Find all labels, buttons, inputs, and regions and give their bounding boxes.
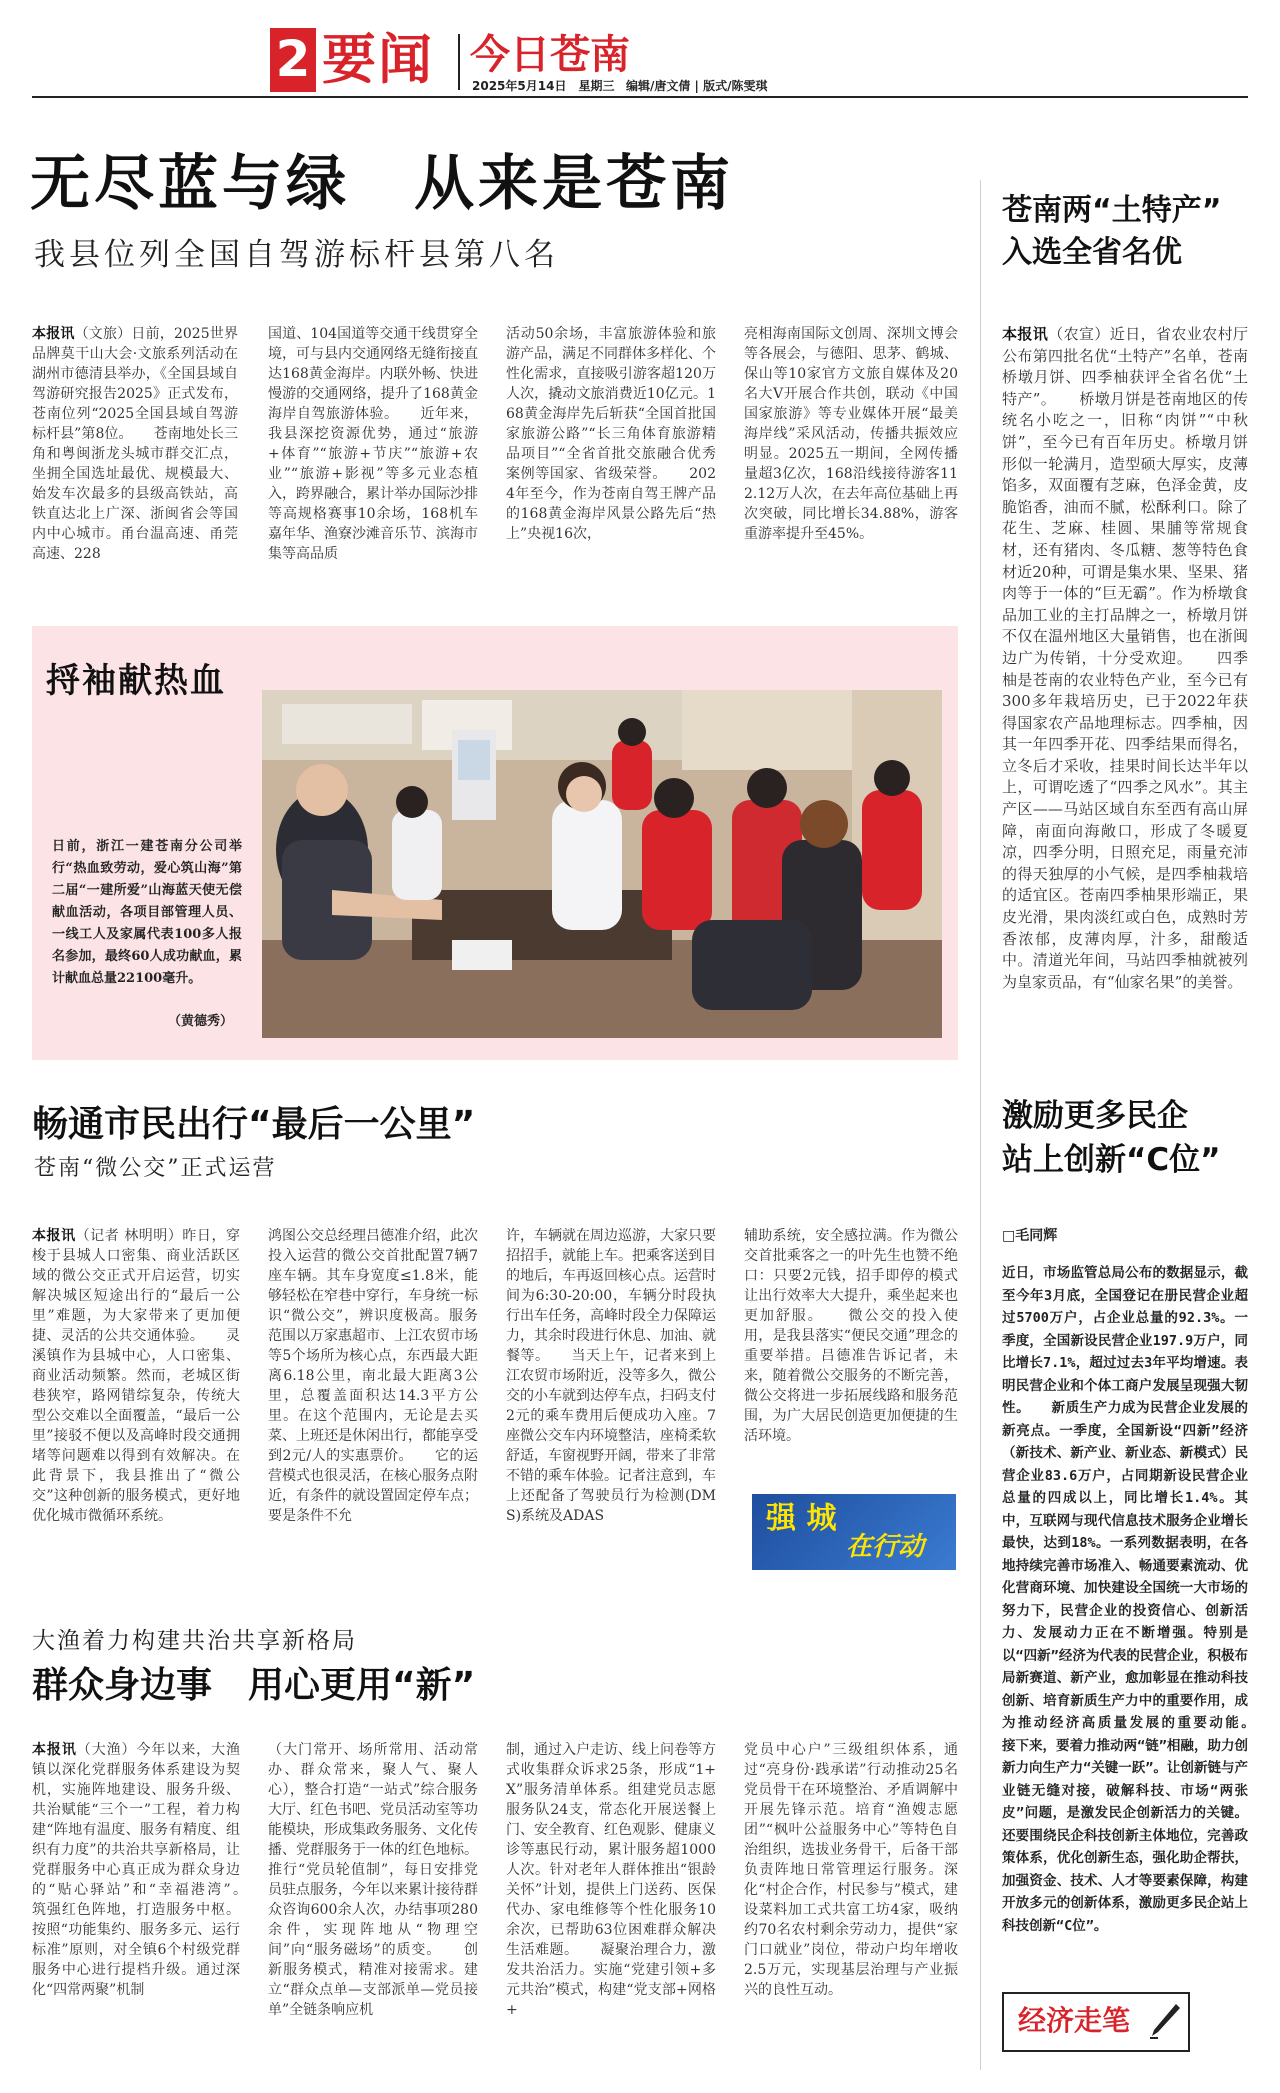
sidebar-top-text: 近日，省农业农村厅公布第四批名优“土特产”名单，苍南桥墩月饼、四季柚获评全省名优“土特产”。 桥墩月饼是苍南地区的传统名小吃之一，旧称“肉饼”“中秋饼”，至今已有百年历史。桥墩月饼形似一轮满月，造型硕大厚实，皮薄馅多，双面覆有芝麻，色泽金黄，皮脆馅香，油而不腻，松酥利口。除了花生、芝麻、桂圆、果脯等常规食材，还有猪肉、冬瓜糖、葱等特色食材近20种，可谓是集水果、坚果、猪肉等于一体的“巨无霸”。作为桥墩食品加工业的主打品牌之一，桥墩月饼不仅在温州地区大量销售，也在浙闽边广为传销，十分受欢迎。 四季柚是苍南的农业特色产业，至今已有300多年栽培历史，已于2022年获得国家农产品地理标志。四季柚，因其一年四季开花、四季结果而得名，立冬后才采收，挂果时间长达半年以上，可谓吃透了“四季之风水”。其主产区——马站区域自东至西有高山屏障，南面向海敞口，形成了冬暖夏凉，四季分明，日照充足，雨量充沛的得天独厚的小气候，是四季柚栽培的适宜区。苍南四季柚果形端正，果皮光滑，果肉淡红或白色，成熟时芳香浓郁，皮薄肉厚，汁多，甜酸适中。清道光年间，马站四季柚就被列为皇家贡品，有“仙家名果”的美誉。 [1002,325,1248,991]
photo-caption [52,836,242,990]
bus-column-1 [32,1226,240,1564]
lead-column-3: 活动50余场，丰富旅游体验和旅游产品，满足不同群体多样化、个性化需求，直接吸引游客超120万人次，撬动文旅消费近10亿元。168黄金海岸先后斩获“全国首批国家旅游公路”“长三角体育旅游精品项目”“全省首批交旅融合优秀案例等国家、省级荣誉。 2024年至今，作为苍南自驾王牌产品的168黄金海岸风景公路先后“热上”央视16次， [506,326,716,542]
party-col-text: 今年以来，大渔镇以深化党群服务体系建设为契机，实施阵地建设、服务升级、共治赋能“三个一”工程，着力构建“阵地有温度、服务有精度、组织有力度”的共治共享新格局，让党群服务中心真正成为群众身边的“贴心驿站”和“幸福港湾”。 筑强红色阵地，打造服务中枢。按照“功能集约、服务多元、运行标准”原则，对全镇6个村级党群服务中心进行提档升级。通过深化“四常两聚”机制 [32,1742,268,1998]
sidebar-bottom-headline-1: 激励更多民企 [1002,1098,1188,1134]
blood-donation-photo [262,690,942,1038]
party-column-4: 党员中心户”三级组织体系，通过“亮身份·践承诺”行动推动25名党员骨干在环境整治、矛盾调解中开展先锋示范。培育“渔嫂志愿团”“枫叶公益服务中心”等特色自治组织，选拔业务骨干，后备干部负责阵地日常管理运行服务。深化“村企合作，村民参与”模式，建设菜料加工式共富工坊4家，吸纳约70名农村剩余劳动力，提供“家门口就业”岗位，带动户均年增收2.5万元，实现基层治理与产业振兴的良性互动。 [744,1742,958,1998]
bus-column-2: 鸿图公交总经理吕德准介绍，此次投入运营的微公交首批配置7辆7座车辆。其车身宽度≤1.8米，能够轻松在窄巷中穿行，车身统一标识“微公交”，辨识度极高。服务范围以万家惠超市、上江农贸市场等5个场所为核心点，东西最大距离6.18公里，南北最大距离3公里，总覆盖面积达14.3平方公里。在这个范围内，无论是去买菜、上班还是休闲出行，都能享受到2元/人的实惠票价。 它的运营模式也很灵活，在核心服务点附近，有条件的就设置固定停车点；要是条件不允 [268,1228,478,1524]
sidebar-top-body [1002,324,1248,1036]
party-column-3: 制，通过入户走访、线上问卷等方式收集群众诉求25条，形成“1+X”服务清单体系。组建党员志愿服务队24支，常态化开展送餐上门、安全教育、红色观影、健康义诊等惠民行动，累计服务超1000人次。针对老年人群体推出“银龄关怀”计划，提供上门送药、医保代办、家电维修等个性化服务10余次，已帮助63位困难群众解决生活难题。 凝聚治理合力，激发共治活力。实施“党建引领+多元共治”模式，构建“党支部+网格+ [506,1742,716,2018]
opinion-author: □毛同辉 [1002,1228,1058,1244]
lead-column-1 [32,324,238,584]
issue-date: 2025年5月14日 星期三 [472,79,615,93]
column-label: 经济走笔 [1018,2004,1131,2037]
campaign-stamp-line1: 强 城 [766,1501,837,1536]
bus-byline-note: （记者 林明明） [75,1228,183,1244]
party-column-1 [32,1740,268,2060]
bus-headline: 畅通市民出行“最后一公里” [32,1104,476,1145]
section-title: 要闻 [322,28,434,91]
campaign-stamp [752,1494,956,1570]
photo-credit: （黄德秀） [168,1014,234,1029]
bus-byline: 本报讯 [32,1228,76,1244]
lead-headline: 无尽蓝与绿 从来是苍南 [30,149,734,219]
sidebar-top-byline-note: （农宣） [1048,325,1110,343]
fountain-pen-icon [1146,2002,1182,2042]
sidebar-top-headline-1: 苍南两“土特产” [1002,193,1222,228]
party-byline-note: （大渔） [76,1742,137,1758]
sidebar-bottom-body: 近日，市场监管总局公布的数据显示，截至今年3月底，全国登记在册民营企业超过5700万户，占企业总量的92.3%。一季度，全国新设民营企业197.9万户，同比增长7.1%，超过过去3年平均增速。表明民营企业和个体工商户发展呈现强大韧性。 新质生产力成为民营企业发展的新亮点。一季度，全国新设“四新”经济（新技术、新产业、新业态、新模式）民营企业83.6万户，占同期新设民营企业总量的四成以上，同比增长1.4%。其中，互联网与现代信息技术服务企业增长最快，达到18%。一系列数据表明，在各地持续完善市场准入、畅通要素流动、优化营商环境、加快建设全国统一大市场的努力下，民营企业的投资信心、创新活力、发展动力正在不断增强。特别是以“四新”经济为代表的民营企业，积极布局新赛道、新产业，愈加彰显在推动科技创新、培育新质生产力中的重要作用，成为推动经济高质量发展的重要动能。 接下来，要着力推动两“链”相融，助力创新力向生产力“关键一跃”。让创新链与产业链无缝对接，破解科技、市场“两张皮”问题，是激发民企创新活力的关键。还要围绕民企科技创新主体地位，完善政策体系，优化创新生态，强化助企帮扶，加强资金、技术、人才等要素保障，构建开放多元的创新体系，激励更多民企站上科技创新“C位”。 [1002,1265,1275,1934]
masthead-divider [458,34,460,90]
page-number-badge: 2 [270,28,316,92]
campaign-stamp-line2: 在行动 [846,1532,925,1562]
brand-name: 今日苍南 [470,32,630,78]
editor-credits: 编辑/唐文倩 | 版式/陈雯琪 [626,79,768,93]
bus-column-4: 辅助系统，安全感拉满。作为微公交首批乘客之一的叶先生也赞不绝口：只要2元钱，招手即停的模式让出行效率大大提升，乘坐起来也更加舒服。 微公交的投入使用，是我县落实“便民交通”理念的重要举措。吕德准告诉记者，未来，随着微公交服务的不断完善，微公交将进一步拓展线路和服务范围，为广大居民创造更加便捷的生活环境。 [744,1228,958,1444]
sidebar-top-byline: 本报讯 [1002,325,1049,343]
party-byline: 本报讯 [32,1742,77,1758]
lead-column-4: 亮相海南国际文创周、深圳文博会等各展会，与德阳、思茅、鹤城、保山等10家官方文旅自媒体及20名大V开展合作共创，联动《中国国家旅游》等专业媒体开展“最美海岸线”采风活动，传播共振效应明显。2025五一期间，全网传播量超3亿次，168沿线接待游客112.12万人次，在去年高位基础上再次突破，同比增长34.88%，游客重游率提升至45%。 [744,326,958,542]
bus-subheadline: 苍南“微公交”正式运营 [34,1156,277,1181]
lead-column-2: 国道、104国道等交通干线贯穿全境，可与县内交通网络无缝衔接直达168黄金海岸。内联外畅、快进慢游的交通网络，提升了168黄金海岸自驾旅游体验。 近年来，我县深挖资源优势，通过“旅游+体育”“旅游+节庆”“旅游+农业”“旅游+影视”等多元业态植入，跨界融合，累计举办国际沙排等高规格赛事10余场，168机车嘉年华、渔寮沙滩音乐节、滨海市集等高品质 [268,326,478,562]
masthead-rule [32,96,1248,98]
sidebar-top-headline-2: 入选全省名优 [1002,235,1182,270]
party-kicker: 大渔着力构建共治共享新格局 [32,1628,357,1654]
lead-byline-note: （文旅） [74,326,132,342]
lead-col-text: 日前，2025世界品牌莫干山大会·文旅系列活动在湖州市德清县举办，《全国县域自驾游研究报告2025》正式发布，苍南位列“2025全国县域自驾游标杆县”第8位。 苍南地处长三角和粤闽浙龙头城市群交汇点，坐拥全国选址最优、规模最大、始发车次最多的县级高铁站，高铁直达北上广深、浙闽省会等国内中心城市。甬台温高速、甬莞高速、228 [32,326,239,562]
lead-subheadline: 我县位列全国自驾游标杆县第八名 [34,237,559,273]
photo-title: 捋袖献热血 [46,661,226,701]
party-column-2: （大门常开、场所常用、活动常办、群众常来，聚人气、聚人心），整合打造“一站式”综合服务大厅、红色书吧、党员活动室等功能模块，形成集政务服务、文化传播、党群服务于一体的红色地标。推行“党员轮值制”，每日安排党员驻点服务，今年以来累计接待群众咨询600余人次，办结事项280余件，实现阵地从“物理空间”向“服务磁场”的质变。 创新服务模式，精准对接需求。建立“群众点单—支部派单—党员接单”全链条响应机 [268,1742,478,2018]
column-divider [980,180,981,2070]
column-label-box [1002,1992,1190,2052]
caption-text: 日前，浙江一建苍南分公司举行“热血致劳动，爱心筑山海”第二届“一建所爱”山海蓝天使无偿献血活动，各项目部管理人员、一线工人及家属代表100多人报名参加，最终60人成功献血，累计献血总量22100毫升。 [52,839,242,986]
sidebar-bottom-headline-2: 站上创新“C位” [1002,1142,1221,1178]
bus-col-text: 昨日，穿梭于县城人口密集、商业活跃区域的微公交正式开启运营，切实解决城区短途出行的“最后一公里”难题，为大家带来了更加便捷、灵活的公共交通体验。 灵溪镇作为县城中心，人口密集、商业活动频繁。然而，老城区街巷狭窄，路网错综复杂，传统大型公交难以全面覆盖，“最后一公里”接驳不便以及高峰时段交通拥堵等问题难以得到有效解决。在此背景下，我县推出了“微公交”这种创新的服务模式，更好地优化城市微循环系统。 [32,1228,241,1524]
bus-column-3: 许，车辆就在周边巡游，大家只要招招手，就能上车。把乘客送到目的地后，车再返回核心点。运营时间为6:30-20:00，车辆分时段执行出车任务，高峰时段全力保障运力，其余时段进行休息、加油、就餐等。 当天上午，记者来到上江农贸市场附近，没等多久，微公交的小车就到达停车点，扫码支付2元的乘车费用后便成功入座。7座微公交车内环境整洁，座椅柔软舒适，车窗视野开阔，带来了非常不错的乘车体验。记者注意到，车上还配备了驾驶员行为检测(DMS)系统及ADAS [506,1228,716,1524]
lead-byline: 本报讯 [32,326,75,342]
party-headline: 群众身边事 用心更用“新” [32,1665,476,1706]
